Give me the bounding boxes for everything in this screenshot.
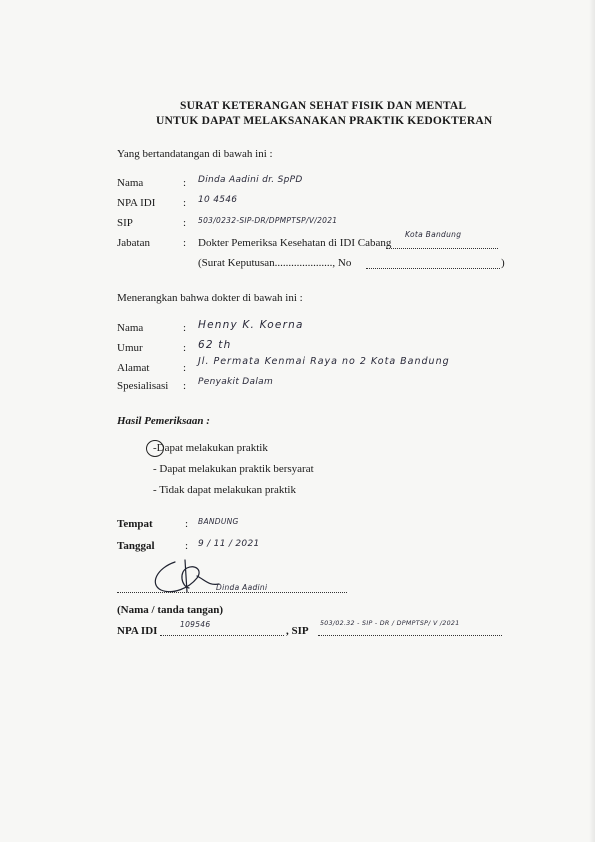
doctor-alamat-value: Jl. Permata Kenmai Raya no 2 Kota Bandung <box>198 356 450 367</box>
doctor-alamat-label: Alamat <box>117 362 150 374</box>
colon: : <box>183 342 187 354</box>
document-title-line1: SURAT KETERANGAN SEHAT FISIK DAN MENTAL <box>180 100 467 112</box>
colon: : <box>183 380 187 392</box>
colon: : <box>183 217 187 229</box>
signer-sip-value: 503/0232-SIP-DR/DPMPTSP/V/2021 <box>198 216 338 225</box>
result-option-3: - Tidak dapat melakukan praktik <box>153 484 296 496</box>
npa-dotted-line <box>160 624 284 636</box>
colon: : <box>185 540 189 552</box>
signer-sk-text: (Surat Keputusan....................., No <box>198 257 352 269</box>
signature-caption: (Nama / tanda tangan) <box>117 604 224 616</box>
doctor-nama-label: Nama <box>117 322 144 334</box>
signer-nama-label: Nama <box>117 177 144 189</box>
colon: : <box>183 237 187 249</box>
signer-jabatan-handwritten: Kota Bandung <box>405 230 462 239</box>
signature-npa-value: 109546 <box>180 620 211 629</box>
doctor-nama-value: Henny K. Koerna <box>198 319 304 331</box>
signature-npa-label: NPA IDI <box>117 625 158 637</box>
tempat-label: Tempat <box>117 518 153 530</box>
tanggal-label: Tanggal <box>117 540 155 552</box>
explains-text: Menerangkan bahwa dokter di bawah ini : <box>117 292 303 304</box>
signer-npa-value: 10 4546 <box>198 195 238 205</box>
sk-number-dotted-line <box>366 257 500 269</box>
colon: : <box>183 197 187 209</box>
doctor-spesialisasi-label: Spesialisasi <box>117 380 169 392</box>
document-title-line2: UNTUK DAPAT MELAKSANAKAN PRAKTIK KEDOKTERAN <box>156 115 493 127</box>
doctor-spesialisasi-value: Penyakit Dalam <box>198 377 274 387</box>
colon: : <box>183 322 187 334</box>
signature-sip-value: 503/02.32 - SIP - DR / DPMPTSP/ V /2021 <box>320 620 460 627</box>
tanggal-value: 9 / 11 / 2021 <box>198 539 260 549</box>
selected-circle-mark <box>146 440 164 457</box>
signer-nama-value: Dinda Aadini dr. SpPD <box>198 175 303 185</box>
tempat-value: BANDUNG <box>198 517 239 526</box>
signer-npa-label: NPA IDI <box>117 197 156 209</box>
colon: : <box>183 362 187 374</box>
signature-dotted-line <box>117 582 347 593</box>
doctor-umur-value: 62 th <box>198 339 232 351</box>
signer-handwritten-name: Dinda Aadini <box>216 583 268 592</box>
signer-sip-label: SIP <box>117 217 133 229</box>
result-heading: Hasil Pemeriksaan : <box>117 415 210 427</box>
colon: : <box>185 518 189 530</box>
result-option-2: - Dapat melakukan praktik bersyarat <box>153 463 314 475</box>
scan-edge-shadow <box>589 0 595 842</box>
signer-jabatan-prefix: Dokter Pemeriksa Kesehatan di IDI Cabang <box>198 237 392 249</box>
doctor-umur-label: Umur <box>117 342 143 354</box>
signature-sip-label: , SIP <box>286 625 309 637</box>
intro-text: Yang bertandatangan di bawah ini : <box>117 148 273 160</box>
colon: : <box>183 177 187 189</box>
signer-sk-close: ) <box>501 257 505 269</box>
signer-jabatan-label: Jabatan <box>117 237 150 249</box>
result-option-1: -Dapat melakukan praktik <box>153 442 268 454</box>
